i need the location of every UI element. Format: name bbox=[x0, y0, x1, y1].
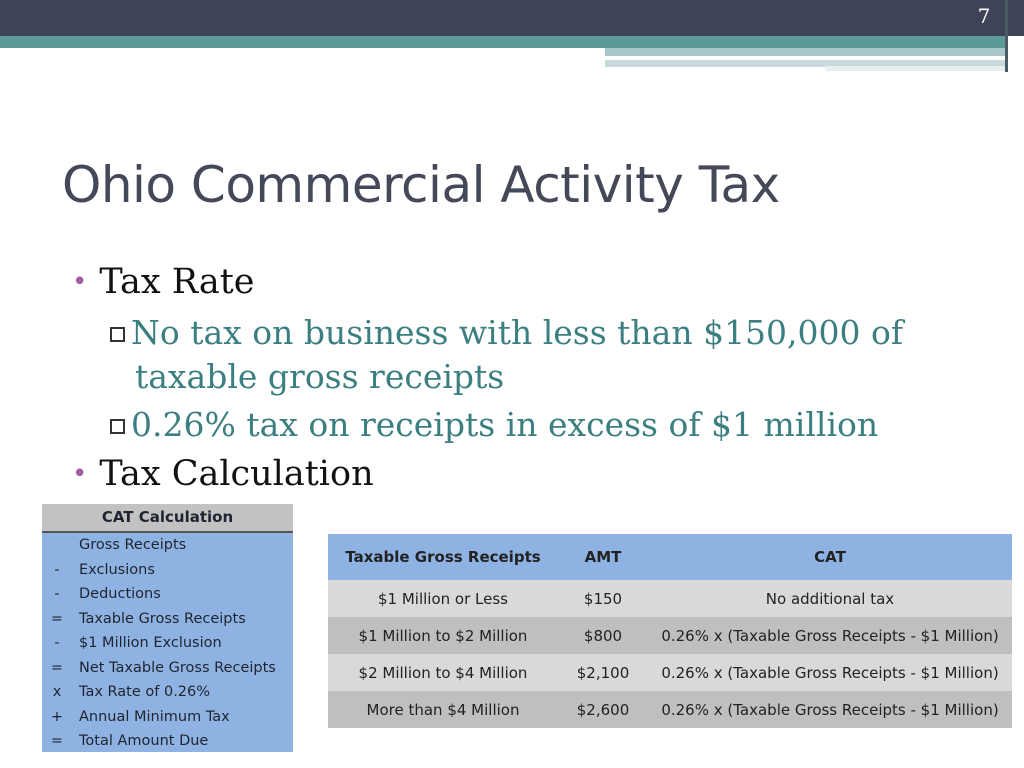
sub-bullet-text: No tax on business with less than $150,000 of bbox=[131, 313, 904, 352]
bullet-dot-icon: • bbox=[72, 267, 88, 297]
table-cell: $150 bbox=[558, 580, 648, 617]
header-accent-stripe bbox=[605, 48, 1005, 56]
table-row bbox=[42, 705, 293, 730]
operator-symbol: - bbox=[54, 635, 60, 651]
header-accent-band bbox=[0, 36, 1005, 48]
cat-calculation-table bbox=[42, 504, 293, 752]
row-label: Gross Receipts bbox=[79, 537, 187, 553]
table-row bbox=[42, 680, 293, 705]
table-row bbox=[42, 558, 293, 583]
bullet-tax-calculation bbox=[72, 454, 374, 494]
table-row bbox=[328, 654, 1012, 691]
bullet-label: Tax Rate bbox=[99, 262, 255, 302]
operator-symbol: = bbox=[50, 733, 64, 749]
table-cell: $1 Million or Less bbox=[328, 580, 558, 617]
table-cell: $800 bbox=[558, 617, 648, 654]
table-row bbox=[42, 533, 293, 558]
sub-bullet-text-cont: taxable gross receipts bbox=[135, 357, 505, 396]
row-label: Taxable Gross Receipts bbox=[79, 610, 246, 627]
slide-number: 7 bbox=[977, 4, 991, 28]
table-cell: 0.26% x (Taxable Gross Receipts - $1 Million) bbox=[648, 617, 1012, 654]
table-cell: More than $4 Million bbox=[328, 691, 558, 728]
table-row bbox=[328, 617, 1012, 654]
operator-symbol: x bbox=[52, 684, 62, 700]
operator-symbol: - bbox=[54, 586, 60, 602]
table-row bbox=[42, 656, 293, 681]
table-cell: $2 Million to $4 Million bbox=[328, 654, 558, 691]
table-row bbox=[42, 582, 293, 607]
row-label: Annual Minimum Tax bbox=[79, 708, 230, 725]
row-label: $1 Million Exclusion bbox=[79, 635, 222, 651]
column-header: Taxable Gross Receipts bbox=[328, 534, 558, 580]
operator-symbol: = bbox=[50, 610, 64, 627]
sub-bullet-rate bbox=[110, 403, 878, 447]
header-accent-line-short bbox=[825, 66, 1005, 71]
cat-rate-table bbox=[328, 534, 1012, 728]
sub-bullet-text: 0.26% tax on receipts in excess of $1 million bbox=[131, 405, 879, 444]
sub-bullet-threshold bbox=[110, 311, 903, 399]
header-vertical-rule bbox=[1005, 0, 1008, 72]
bullet-dot-icon: • bbox=[72, 459, 88, 489]
cat-calculation-header: CAT Calculation bbox=[42, 504, 293, 533]
column-header: CAT bbox=[648, 534, 1012, 580]
table-cell: $2,600 bbox=[558, 691, 648, 728]
column-header: AMT bbox=[558, 534, 648, 580]
table-row bbox=[328, 580, 1012, 617]
table-row bbox=[42, 631, 293, 656]
table-cell: 0.26% x (Taxable Gross Receipts - $1 Million) bbox=[648, 654, 1012, 691]
table-header-row bbox=[328, 534, 1012, 580]
header-bar bbox=[0, 0, 1024, 36]
table-cell: 0.26% x (Taxable Gross Receipts - $1 Million) bbox=[648, 691, 1012, 728]
row-label: Tax Rate of 0.26% bbox=[79, 684, 211, 700]
operator-symbol: - bbox=[54, 561, 60, 578]
row-label: Net Taxable Gross Receipts bbox=[79, 659, 276, 676]
table-cell: $1 Million to $2 Million bbox=[328, 617, 558, 654]
table-cell: $2,100 bbox=[558, 654, 648, 691]
row-label: Exclusions bbox=[79, 561, 155, 578]
square-bullet-icon bbox=[110, 419, 125, 434]
operator-symbol: + bbox=[50, 708, 64, 725]
table-row bbox=[42, 729, 293, 754]
slide-title: Ohio Commercial Activity Tax bbox=[62, 156, 780, 214]
row-label: Deductions bbox=[79, 586, 161, 602]
table-row bbox=[42, 607, 293, 632]
bullet-tax-rate bbox=[72, 262, 255, 302]
square-bullet-icon bbox=[110, 327, 125, 342]
operator-symbol: = bbox=[50, 659, 64, 676]
table-cell: No additional tax bbox=[648, 580, 1012, 617]
bullet-label: Tax Calculation bbox=[99, 454, 374, 494]
row-label: Total Amount Due bbox=[79, 733, 209, 749]
table-row bbox=[328, 691, 1012, 728]
